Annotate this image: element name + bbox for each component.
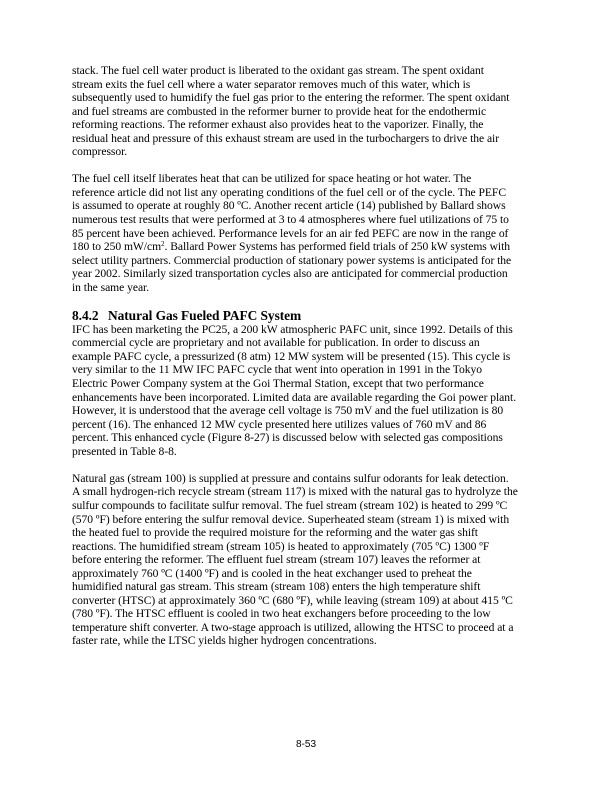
text-fragment: 180 to 250 mW/cm [72, 240, 162, 254]
paragraph-natural-gas-stream [72, 472, 538, 648]
text-line: the heated fuel to provide the required moisture for the reforming and the water gas shift [72, 526, 478, 540]
text-fragment: . Ballard Power Systems has performed field trials of 250 kW systems with [164, 240, 511, 254]
text-line: presented in Table 8-8. [72, 444, 177, 458]
text-line-with-superscript [72, 240, 538, 254]
text-line: reactions. The humidified stream (stream 105) is heated to approximately (705 ºC) 1300 ºF [72, 539, 490, 553]
text-line: percent (16). The enhanced 12 MW cycle presented here utilizes values of 760 mV and 86 [72, 417, 487, 431]
text-line: numerous test results that were performed at 3 to 4 atmospheres where fuel utilizations of 75 to [72, 213, 509, 227]
text-line: compressor. [72, 145, 128, 159]
paragraph-fuel-cell-heat [72, 172, 538, 294]
text-line: stack. The fuel cell water product is liberated to the oxidant gas stream. The spent oxidant [72, 64, 484, 77]
paragraph-stack-oxidant [72, 64, 538, 159]
text-line: temperature shift converter. A two-stage approach is utilized, allowing the HTSC to proceed at a [72, 620, 514, 634]
text-line: stream exits the fuel cell where a water separator removes much of this water, which is [72, 77, 471, 91]
text-line: select utility partners. Commercial production of stationary power systems is anticipated for the [72, 253, 512, 267]
page-number: 8-53 [295, 739, 316, 750]
text-line: humidified natural gas stream. This stream (stream 108) enters the high temperature shift [72, 580, 481, 594]
text-line: before entering the reformer. The effluent fuel stream (stream 107) leaves the reformer at [72, 553, 481, 567]
text-line: and fuel streams are combusted in the reformer burner to provide heat for the endothermic [72, 104, 487, 118]
superscript-exponent: 2 [161, 240, 165, 249]
text-line: Natural gas (stream 100) is supplied at pressure and contains sulfur odorants for leak detection. [72, 471, 509, 485]
text-line: percent. This enhanced cycle (Figure 8-27) is discussed below with selected gas compositions [72, 431, 503, 445]
text-line: (780 ºF). The HTSC effluent is cooled in two heat exchangers before proceeding to the low [72, 607, 491, 621]
text-line: subsequently used to humidify the fuel gas prior to the entering the reformer. The spent oxidant [72, 91, 510, 105]
text-line: faster rate, while the LTSC yields higher hydrogen concentrations. [72, 634, 377, 648]
text-line: example PAFC cycle, a pressurized (8 atm) 12 MW system will be presented (15). This cycle is [72, 349, 511, 363]
page-body [72, 64, 538, 662]
text-line: reference article did not list any operating conditions of the fuel cell or of the cycle. The PEFC [72, 185, 507, 199]
text-line: 85 percent have been achieved. Performance levels for an air fed PEFC are now in the range of [72, 226, 509, 240]
section-number: 8.4.2 [72, 307, 99, 323]
text-line: very similar to the 11 MW IFC PAFC cycle that went into operation in 1991 in the Tokyo [72, 363, 482, 377]
text-line: enhancements have been incorporated. Limited data are available regarding the Goi power plant. [72, 390, 517, 404]
text-line: The fuel cell itself liberates heat that can be utilized for space heating or hot water. The [72, 172, 472, 186]
text-line: A small hydrogen-rich recycle stream (stream 117) is mixed with the natural gas to hydrolyze the [72, 485, 518, 499]
text-line: residual heat and pressure of this exhaust stream are used in the turbochargers to drive the air [72, 131, 500, 145]
text-line: IFC has been marketing the PC25, a 200 kW atmospheric PAFC unit, since 1992. Details of this [72, 322, 513, 336]
text-line: year 2002. Similarly sized transportation cycles also are anticipated for commercial production [72, 267, 508, 281]
text-line: Electric Power Company system at the Goi Thermal Station, except that two performance [72, 377, 484, 391]
text-line: converter (HTSC) at approximately 360 ºC (680 ºF), while leaving (stream 109) at about 415 ºC [72, 593, 513, 607]
text-line: (570 ºF) before entering the sulfur removal device. Superheated steam (stream 1) is mixed with [72, 512, 510, 526]
text-line: commercial cycle are proprietary and not available for publication. In order to discuss an [72, 336, 480, 350]
text-line: approximately 760 ºC (1400 ºF) and is cooled in the heat exchanger used to preheat the [72, 566, 472, 580]
section-heading [72, 308, 538, 323]
text-line: reforming reactions. The reformer exhaust also provides heat to the vaporizer. Finally, the [72, 118, 484, 132]
text-line: sulfur compounds to facilitate sulfur removal. The fuel stream (stream 102) is heated to 299 ºC [72, 498, 508, 512]
paragraph-ifc-pc25 [72, 323, 538, 458]
text-line: is assumed to operate at roughly 80 ºC. Another recent article (14) published by Ballard shows [72, 199, 506, 213]
section-title: Natural Gas Fueled PAFC System [108, 307, 302, 323]
text-line: However, it is understood that the average cell voltage is 750 mV and the fuel utilization is 80 [72, 404, 504, 418]
text-line: in the same year. [72, 280, 150, 294]
